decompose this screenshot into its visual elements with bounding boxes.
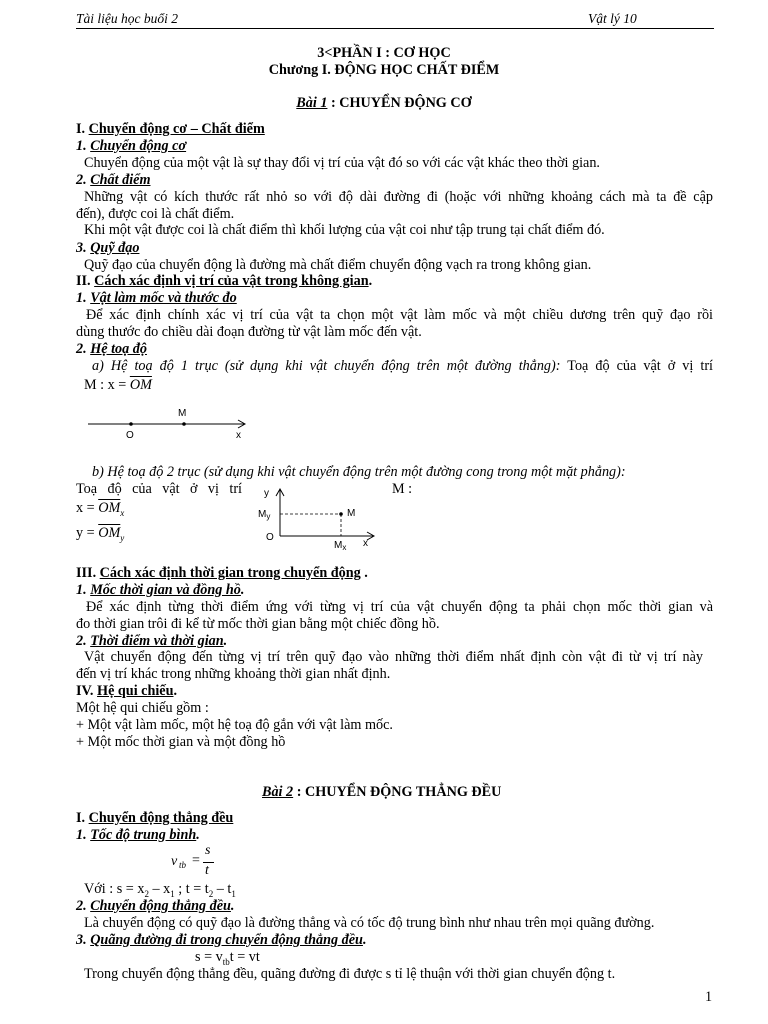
- lesson2-subsection-2-text: Là chuyển động có quỹ đạo là đường thẳng và có tốc độ trung bình như nhau trên mọi quãng đường.: [84, 915, 655, 931]
- toa-do-text: Toạ độ của vật ở vị trí: [76, 481, 242, 497]
- axis2-label-x: x: [363, 538, 368, 549]
- subsection-1-3-heading: 3. Quỹ đạo: [76, 240, 140, 256]
- subsection-3-2-heading: 2. Thời điểm và thời gian.: [76, 633, 228, 649]
- subsection-3-1-text-b: đo thời gian trôi đi kể từ mốc thời gian bằng một chiếc đồng hồ.: [76, 616, 440, 632]
- axis2-label-mx: $M_x$: [334, 540, 347, 552]
- axis1-label-m: M: [178, 408, 187, 419]
- axis2-label-my: $M_y$: [258, 509, 271, 521]
- axis2-label-o: O: [266, 532, 274, 543]
- subsection-3-1-heading: 1. Mốc thời gian và đồng hồ.: [76, 582, 245, 598]
- lesson2-subsection-1-heading: 1. Tốc độ trung bình.: [76, 827, 200, 843]
- subsection-3-1-text-a: Để xác định từng thời điểm ứng với từng vị trí của vật chuyển động ta phải chọn mốc thời gian và: [86, 599, 713, 615]
- header-rule: [76, 28, 714, 29]
- toa-do-m-label: M :: [392, 481, 413, 497]
- subsection-3-2-text-a: Vật chuyển động đến từng vị trí trên quỹ đạo vào những thời điểm nhất định còn vật đi từ vị trí này: [84, 649, 703, 665]
- subsection-2-2-heading: 2. Hệ toạ độ: [76, 341, 147, 357]
- lesson2-section-1-heading: I. Chuyển động thẳng đều: [76, 810, 234, 826]
- section-4-heading: IV. Hệ qui chiếu.: [76, 683, 178, 699]
- subsection-1-2-heading: 2. Chất điểm: [76, 172, 151, 188]
- subsection-1-1-text: Chuyển động của một vật là sự thay đổi vị trí của vật đó so với các vật khác theo thời gian.: [84, 155, 600, 171]
- subsection-2-2b-text: b) Hệ toạ độ 2 trục (sử dụng khi vật chuyển động trên một đường cong trong một mặt phẳng):: [92, 464, 626, 480]
- subsection-2-1-text-b: dùng thước đo chiều dài đoạn đường từ vật làm mốc đến vật.: [76, 324, 422, 340]
- axis-1d-diagram: [84, 402, 254, 444]
- axis2-label-m: M: [347, 508, 356, 519]
- subsection-2-1-text-a: Để xác định chính xác vị trí của vật ta chọn một vật làm mốc và một chiều dương trên quỹ đạo rồi: [86, 307, 713, 323]
- formula-y-omy: $y = \overline{OM}_y$: [76, 525, 125, 543]
- section-4-item-2: + Một mốc thời gian và một đồng hồ: [76, 734, 286, 750]
- formula-v-tb: v tb = s t: [171, 846, 231, 882]
- section-3-heading: III. Cách xác định thời gian trong chuyển động .: [76, 565, 368, 581]
- page-number: 1: [705, 989, 713, 1005]
- lesson2-subsection-3-text: Trong chuyển động thẳng đều, quãng đường đi được s tỉ lệ thuận với thời gian chuyển động t.: [84, 966, 616, 982]
- lesson2-subsection-2-heading: 2. Chuyển động thẳng đều.: [76, 898, 235, 914]
- subsection-1-3-text: Quỹ đạo của chuyển động là đường mà chất điểm chuyển động vạch ra trong không gian.: [84, 257, 592, 273]
- section-2-heading: II. Cách xác định vị trí của vật trong không gian.: [76, 273, 373, 289]
- header-right: Vật lý 10: [588, 11, 637, 26]
- lesson2-subsection-3-heading: 3. Quãng đường đi trong chuyển động thẳng đều.: [76, 932, 367, 948]
- subsection-1-2-text-c: Khi một vật được coi là chất điểm thì khối lượng của vật coi như tập trung tại chất điểm đó.: [84, 222, 605, 238]
- part-title: 3<PHẦN I : CƠ HỌC: [317, 45, 451, 61]
- lesson1-label: Bài 1: [296, 95, 328, 111]
- chapter-title: Chương I. ĐỘNG HỌC CHẤT ĐIỂM: [268, 62, 500, 78]
- subsection-2-2a-text: a) Hệ toạ độ 1 trục (sử dụng khi vật chuyển động trên một đường thẳng): Toạ độ của vật ở vị trí: [92, 358, 713, 374]
- formula-x-omx: $x = \overline{OM}_x$: [76, 500, 125, 518]
- subsection-1-2-text-b: đến), được coi là chất điểm.: [76, 206, 235, 222]
- subsection-3-2-text-b: đến vị trí khác trong những khoảng thời gian nhất định.: [76, 666, 391, 682]
- subsection-2-1-heading: 1. Vật làm mốc và thước đo: [76, 290, 237, 306]
- axis1-label-o: O: [126, 430, 134, 441]
- section-4-text: Một hệ qui chiếu gồm :: [76, 700, 209, 716]
- formula-s-vt: $s = v_{tb}t$ = vt: [195, 949, 260, 967]
- section-1-heading: I. Chuyển động cơ – Chất điểm: [76, 121, 265, 137]
- axis2-label-y: y: [264, 488, 269, 499]
- axis1-label-x: x: [236, 430, 241, 441]
- axis-2d-diagram: [255, 484, 380, 554]
- subsection-1-1-heading: 1. Chuyển động cơ: [76, 138, 187, 154]
- header-left: Tài liệu học buổi 2: [76, 11, 178, 26]
- section-4-item-1: + Một vật làm mốc, một hệ toạ độ gắn với vật làm mốc.: [76, 717, 393, 733]
- lesson2-label: Bài 2: [262, 784, 294, 800]
- subsection-1-2-text-a: Những vật có kích thước rất nhỏ so với độ dài đường đi (hoặc với những khoảng cách mà ta đề cập: [84, 189, 713, 205]
- with-definition: Với : $s = x_2 - x_1$ ; $t = t_2 - t_1$: [84, 881, 236, 899]
- lesson1-title: Bài 1 : CHUYỂN ĐỘNG CƠ: [296, 95, 472, 111]
- formula-x-om: M : $x = \overline{OM}$: [84, 377, 152, 393]
- lesson2-title: Bài 2 : CHUYỂN ĐỘNG THẲNG ĐỀU: [262, 784, 502, 800]
